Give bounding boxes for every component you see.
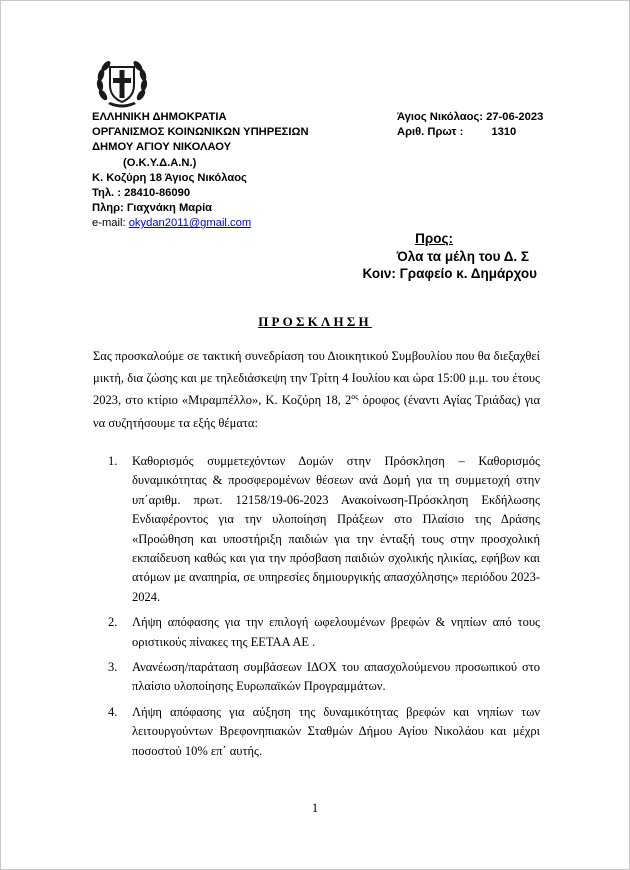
protocol-number: 1310 (491, 126, 517, 139)
intro-paragraph (93, 345, 540, 434)
recipients-to: Όλα τα μέλη του Δ. Σ (396, 248, 529, 264)
agenda-item (108, 658, 540, 697)
agenda-item-number: 4. (108, 704, 118, 719)
recipients-block (362, 230, 537, 283)
date-line: Άγιος Νικόλαος: 27-06-2023 (397, 111, 544, 123)
sender-block (92, 110, 309, 232)
protocol-line (397, 125, 543, 140)
org-address: Κ. Κοζύρη 18 Άγιος Νικόλαος (92, 171, 247, 184)
agenda-item (108, 703, 540, 761)
intro-text: Σας προσκαλούμε σε τακτική συνεδρίαση του Διοικητικού Συμβουλίου που θα διεξαχθεί μικτή, δια ζώσης και με τηλεδιάσκεψη την Τρίτη 4 Ιουλίου και ώρα 15:00 μ.μ. του έτους 2023, στο κτίριο «Μιραμπέλλο», Κ. Κοζύρη 18, 2 (93, 349, 540, 408)
intro-superscript: ος (351, 392, 359, 402)
org-line: ΔΗΜΟΥ ΑΓΙΟΥ ΝΙΚΟΛΑΟΥ (92, 141, 232, 154)
document-title: ΠΡΟΣΚΛΗΣΗ (258, 314, 372, 329)
org-phone: Τηλ. : 28410-86090 (92, 187, 191, 200)
page-number: 1 (311, 801, 319, 815)
greek-coat-of-arms-emblem (94, 55, 150, 111)
org-line: ΟΡΓΑΝΙΣΜΟΣ ΚΟΙΝΩΝΙΚΩΝ ΥΠΗΡΕΣΙΩΝ (92, 126, 309, 139)
agenda-item-number: 2. (108, 615, 118, 630)
org-acronym: (Ο.Κ.Υ.Δ.Α.Ν.) (123, 156, 197, 169)
agenda-item (108, 613, 540, 652)
recipients-to-label: Προς: (415, 231, 453, 246)
agenda-item (108, 452, 540, 607)
email-label: e-mail: (92, 217, 129, 230)
agenda-item-text: Λήψη απόφασης για την επιλογή ωφελουμένων βρεφών & νηπίων από τους οριστικούς πίνακες της ΕΕΤΑΑ ΑΕ . (132, 615, 540, 649)
email-line (92, 216, 309, 231)
agenda-item-text: Λήψη απόφασης για αύξηση της δυναμικότητας βρεφών και νηπίων των λειτουργούντων Βρεφονηπιακών Σταθμών Δήμου Αγίου Νικολάου και μέχρι ποσοστού 10% επ΄ αυτής. (132, 704, 540, 758)
agenda-item-number: 1. (108, 454, 118, 468)
email-link[interactable]: okydan2011@gmail.com (128, 217, 252, 230)
protocol-label: Αριθ. Πρωτ : (397, 126, 464, 139)
agenda-list (108, 452, 540, 767)
recipients-cc: Κοιν: Γραφείο κ. Δημάρχου (362, 266, 537, 281)
agenda-item-text: Ανανέωση/παράταση συμβάσεων ΙΔΟΧ του απασχολούμενου προσωπικού στο πλαίσιο υλοποίησης Ευρωπαϊκών Προγραμμάτων. (132, 660, 540, 694)
date-protocol-block (397, 110, 543, 140)
org-line: ΕΛΛΗΝΙΚΗ ΔΗΜΟΚΡΑΤΙΑ (92, 111, 227, 123)
agenda-item-number: 3. (108, 660, 118, 675)
intro-text-continued: όροφος (έναντι Αγίας Τριάδας) για να συζητήσουμε τα εξής θέματα: (93, 393, 541, 430)
org-contact-person: Πληρ: Γιαχνάκη Μαρία (92, 202, 213, 215)
agenda-item-text: Καθορισμός συμμετεχόντων Δομών στην Πρόσκληση – Καθορισμός δυναμικότητας & προσφερομένων θέσεων ανά Δομή για τη συμμετοχή στην υπ΄αριθμ. πρωτ. 12158/19-06-2023 Ανακοίνωση-Πρόσκληση Εκδήλωσης Ενδιαφέροντος για την υλοποίηση Πράξεων στο Πλαίσιο της Δράσης «Προώθηση και υποστήριξη παιδιών για την ένταξή τους στην προσχολική εκπαίδευση καθώς και για την πρόσβαση παιδιών σχολικής ηλικίας, εφήβων και ατόμων με αναπηρία, σε υπηρεσίες δημιουργικής απασχόλησης» περιόδου 2023-2024. (132, 454, 540, 604)
